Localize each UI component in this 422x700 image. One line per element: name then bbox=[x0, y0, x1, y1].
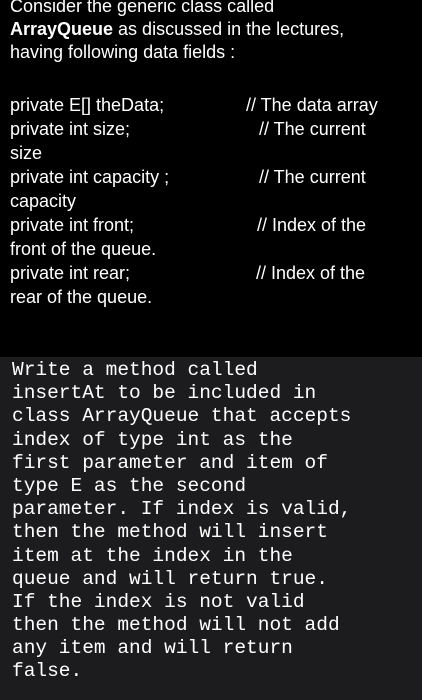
field-declaration: private int rear; bbox=[10, 263, 131, 283]
field-row bbox=[10, 261, 415, 285]
question-code-block bbox=[0, 357, 422, 700]
question-line: any item and will return bbox=[12, 637, 293, 660]
question-line: then the method will not add bbox=[12, 614, 340, 637]
field-declaration: private int front; bbox=[10, 215, 135, 235]
question-line: then the method will insert bbox=[12, 521, 328, 544]
intro-line-1: Consider the generic class called bbox=[10, 0, 275, 16]
data-fields-list bbox=[10, 93, 415, 309]
intro-line-2-rest: as discussed in the lectures, bbox=[113, 19, 345, 39]
field-row bbox=[10, 117, 415, 141]
field-comment: // The data array bbox=[246, 95, 378, 115]
field-comment-wrap: size bbox=[10, 143, 43, 163]
question-line: Write a method called bbox=[12, 359, 258, 381]
question-line: false. bbox=[12, 660, 83, 683]
question-line: type E as the second bbox=[12, 474, 247, 497]
field-declaration: private int capacity ; bbox=[10, 167, 170, 187]
field-row bbox=[10, 93, 415, 117]
field-comment: // Index of the bbox=[256, 263, 366, 283]
question-line: If the index is not valid bbox=[12, 590, 305, 613]
intro-line-2 bbox=[10, 18, 415, 41]
intro-paragraph bbox=[10, 0, 415, 64]
field-row bbox=[10, 165, 415, 189]
question-line: parameter. If index is valid, bbox=[12, 498, 352, 521]
field-comment-wrap: capacity bbox=[10, 191, 77, 211]
field-comment-wrap: rear of the queue. bbox=[10, 287, 153, 307]
question-line: item at the index in the bbox=[12, 544, 293, 567]
question-line: first parameter and item of bbox=[12, 451, 328, 474]
field-comment: // Index of the bbox=[257, 215, 367, 235]
field-row bbox=[10, 213, 415, 237]
field-comment: // The current bbox=[259, 167, 366, 187]
question-line: index of type int as the bbox=[12, 428, 293, 451]
intro-line-3: having following data fields : bbox=[10, 42, 236, 62]
class-name: ArrayQueue bbox=[10, 19, 114, 39]
field-comment-wrap: front of the queue. bbox=[10, 239, 157, 259]
field-declaration: private E[] theData; bbox=[10, 95, 165, 115]
question-line: class ArrayQueue that accepts bbox=[12, 405, 352, 428]
field-comment: // The current bbox=[259, 119, 366, 139]
question-line: insertAt to be included in bbox=[12, 382, 317, 405]
field-declaration: private int size; bbox=[10, 119, 131, 139]
question-line: queue and will return true. bbox=[12, 567, 328, 590]
